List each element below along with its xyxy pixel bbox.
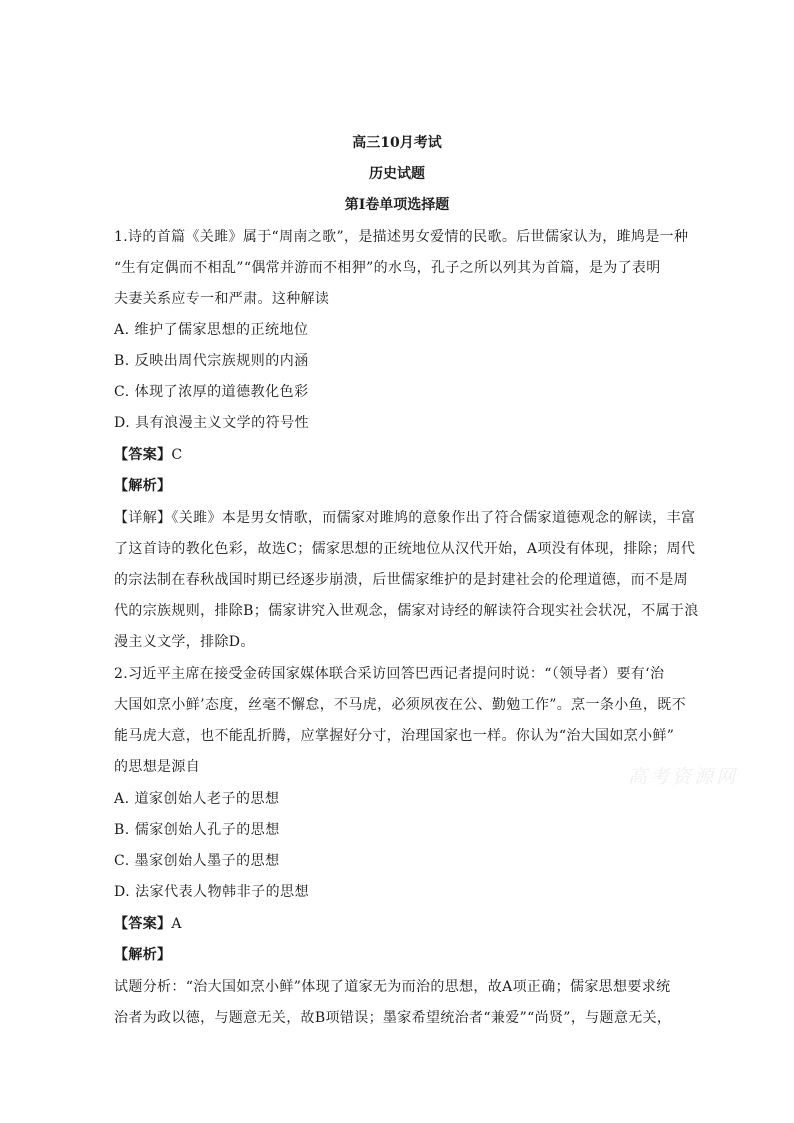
question-2-stem-line: 能马虎大意，也不能乱折腾，应掌握好分寸，治理国家也一样。你认为“治大国如烹小鲜”	[114, 728, 675, 744]
question-1-stem-line: “生有定偶而不相乱”“偶常并游而不相狎”的水鸟，孔子之所以列其为首篇，是为了表明	[114, 260, 661, 276]
section-title: 第I卷单项选择题	[344, 197, 450, 213]
question-1-analysis-line: 的宗法制在春秋战国时期已经逐步崩溃，后世儒家维护的是封建社会的伦理道德，而不是周	[114, 572, 688, 588]
question-2-analysis-line: 试题分析：“治大国如烹小鲜”体现了道家无为而治的思想，故A项正确；儒家思想要求统	[114, 979, 671, 995]
question-1-analysis-line: 漫主义文学，排除D。	[114, 634, 255, 650]
question-1-option-b: B. 反映出周代宗族规则的内涵	[114, 353, 309, 369]
answer-value: C	[171, 447, 183, 463]
question-1-option-d: D. 具有浪漫主义文学的符号性	[114, 415, 310, 431]
exam-title: 高三10月考试	[352, 135, 442, 151]
question-1-option-c: C. 体现了浓厚的道德教化色彩	[114, 384, 309, 400]
watermark: 高考资源网	[628, 766, 739, 788]
answer-label: 【答案】	[114, 916, 172, 932]
question-1-analysis-label: 【解析】	[114, 478, 172, 494]
question-2-stem-line: 大国如烹小鲜’态度，丝毫不懈怠，不马虎，必须夙夜在公、勤勉工作”。烹一条小鱼，既不	[114, 697, 686, 713]
question-2-option-b: B. 儒家创始人孔子的思想	[114, 822, 280, 838]
question-2-analysis-line: 治者为政以德，与题意无关，故B项错误；墨家希望统治者“兼爱”“尚贤”，与题意无关，	[114, 1010, 672, 1026]
answer-value: A	[171, 916, 182, 932]
question-1-analysis-line: 了这首诗的教化色彩，故选C；儒家思想的正统地位从汉代开始，A项没有体现，排除；周代	[114, 541, 696, 557]
question-2-option-d: D. 法家代表人物韩非子的思想	[114, 884, 310, 900]
question-1-stem-line: 1.诗的首篇《关雎》属于“周南之歌”，是描述男女爱情的民歌。后世儒家认为，雎鸠是一种	[114, 229, 689, 245]
question-2-answer	[114, 914, 684, 934]
subject-title: 历史试题	[369, 166, 425, 182]
question-2-stem-line: 2.习近平主席在接受金砖国家媒体联合采访回答巴西记者提问时说：“（领导者）要有‘治	[114, 666, 665, 682]
question-2-analysis-label: 【解析】	[114, 947, 172, 963]
question-1-option-a: A. 维护了儒家思想的正统地位	[114, 322, 309, 338]
question-1-analysis-line: 【详解】《关雎》本是男女情歌，而儒家对雎鸠的意象作出了符合儒家道德观念的解读，丰富	[114, 510, 696, 526]
question-2-stem-line: 的思想是源自	[114, 759, 201, 775]
question-2-option-a: A. 道家创始人老子的思想	[114, 791, 280, 807]
question-1-analysis-line: 代的宗族规则，排除B；儒家讲究入世观念，儒家对诗经的解读符合现实社会状况，不属于浪	[114, 603, 699, 619]
answer-label: 【答案】	[114, 447, 172, 463]
question-2-option-c: C. 墨家创始人墨子的思想	[114, 853, 280, 869]
question-1-answer	[114, 445, 684, 465]
question-1-stem-line: 夫妻关系应专一和严肃。这种解读	[114, 291, 330, 307]
